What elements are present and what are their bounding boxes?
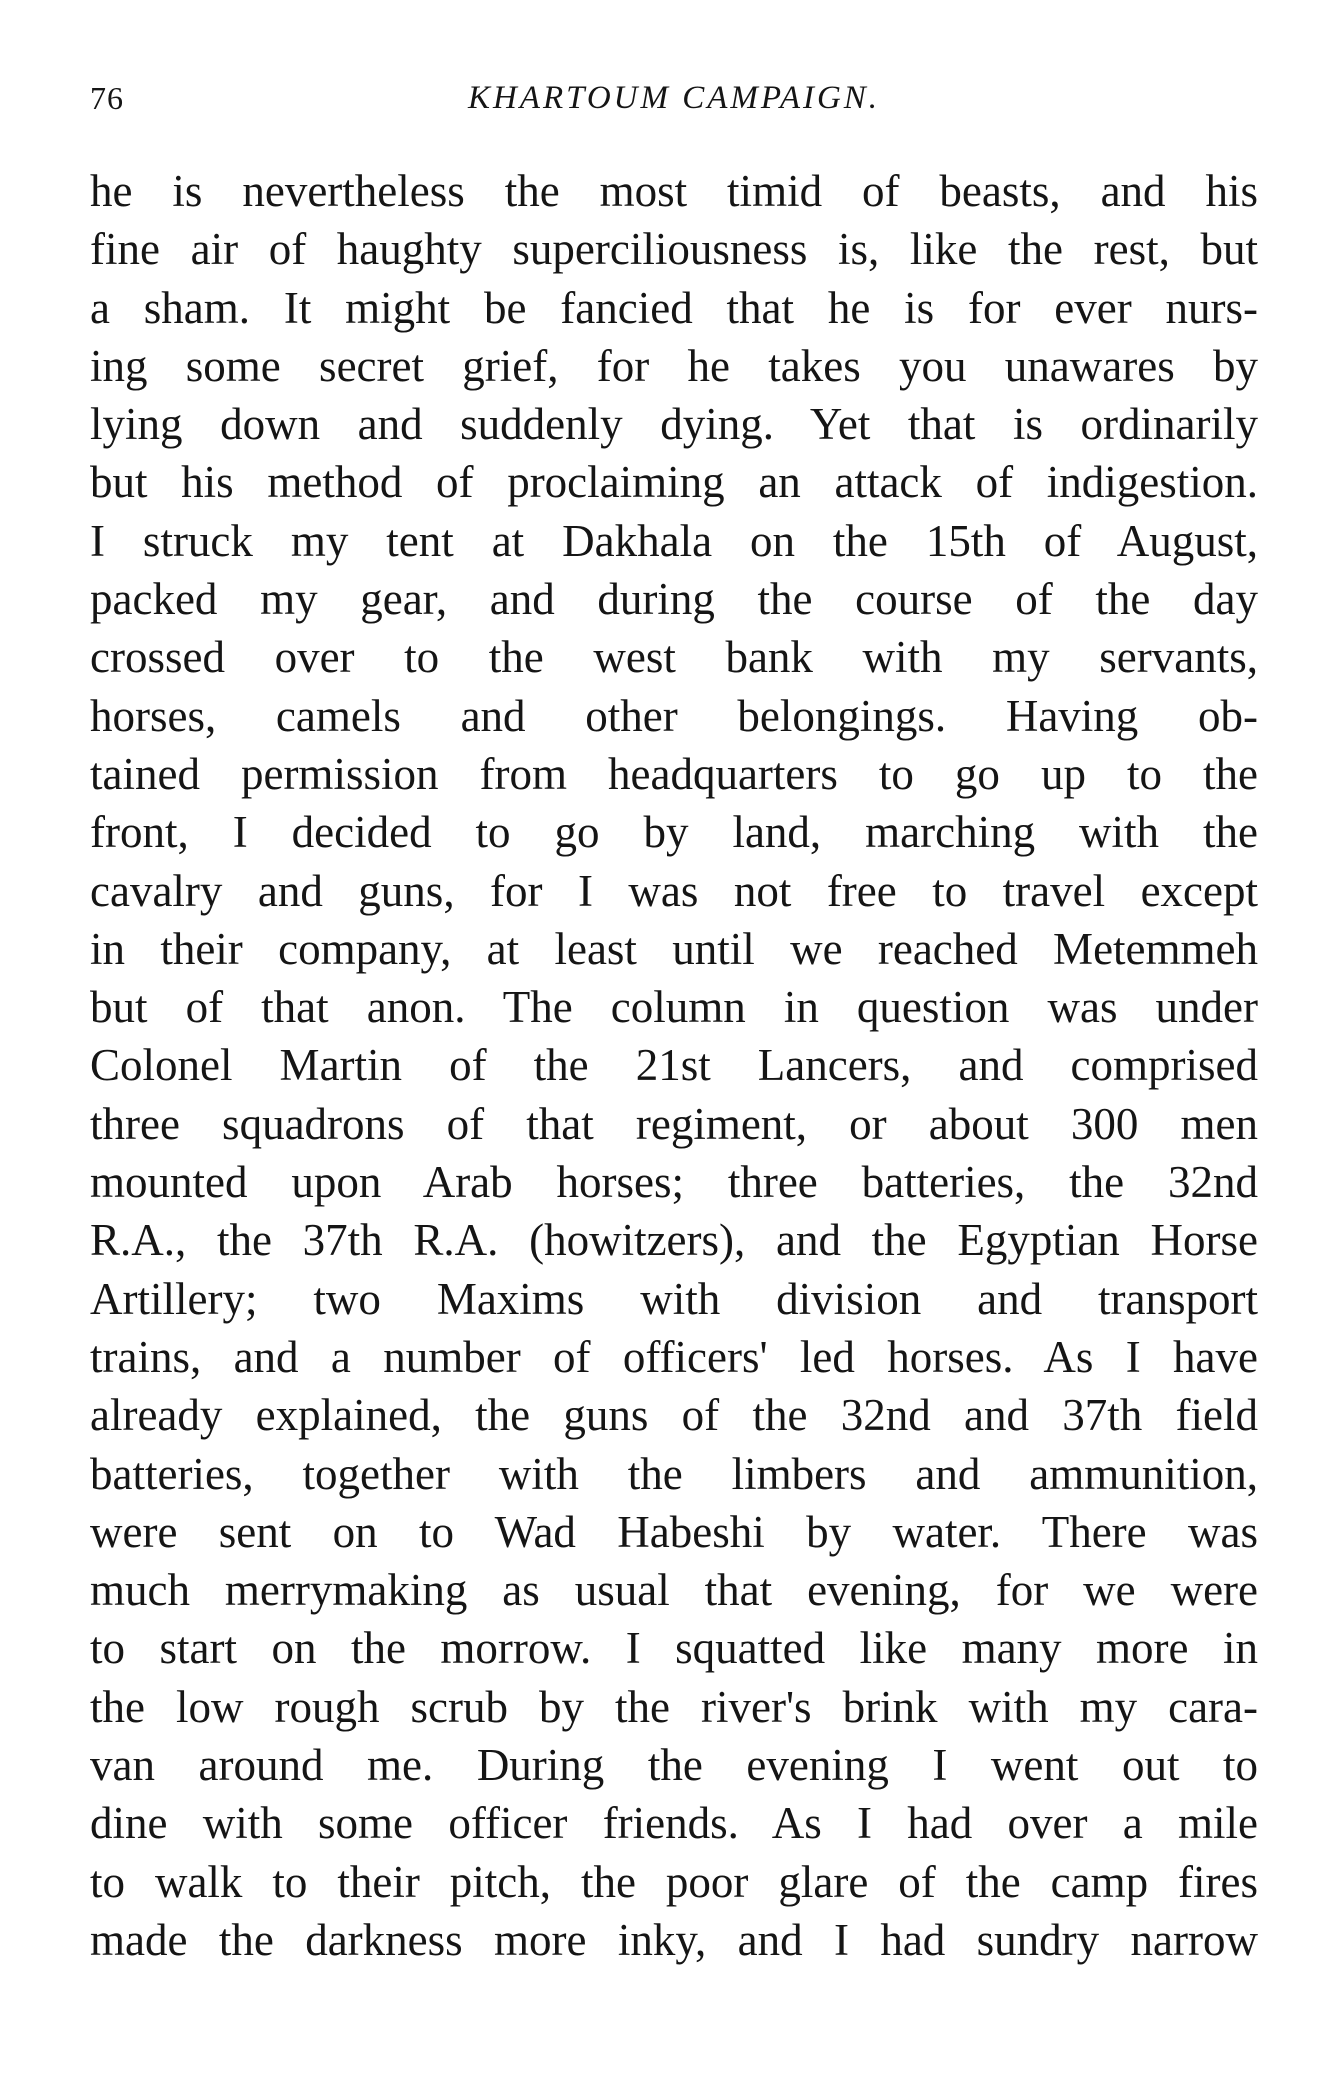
text-line: crossed over to the west bank with my servants,: [90, 632, 1258, 683]
text-line: packed my gear, and during the course of the day: [90, 574, 1258, 625]
text-line: but his method of proclaiming an attack of indigestion.: [90, 457, 1258, 508]
text-line: but of that anon. The column in question was under: [90, 982, 1258, 1033]
text-line: the low rough scrub by the river's brink with my cara-: [90, 1681, 1258, 1732]
text-line: a sham. It might be fancied that he is for ever nurs-: [90, 282, 1258, 333]
text-line: tained permission from headquarters to go up to the: [90, 748, 1258, 799]
text-line: were sent on to Wad Habeshi by water. There was: [90, 1506, 1258, 1557]
text-line: lying down and suddenly dying. Yet that is ordinarily: [90, 399, 1258, 450]
text-line: much merrymaking as usual that evening, for we were: [90, 1565, 1258, 1616]
text-line: van around me. During the evening I went out to: [90, 1740, 1258, 1791]
text-line: cavalry and guns, for I was not free to travel except: [90, 865, 1258, 916]
text-line: to start on the morrow. I squatted like many more in: [90, 1623, 1258, 1674]
body-text: [90, 162, 1258, 1969]
text-line: Artillery; two Maxims with division and transport: [90, 1273, 1258, 1324]
text-line: I struck my tent at Dakhala on the 15th of August,: [90, 515, 1258, 566]
text-line: batteries, together with the limbers and ammunition,: [90, 1448, 1258, 1499]
text-line: dine with some officer friends. As I had over a mile: [90, 1798, 1258, 1849]
text-line: mounted upon Arab horses; three batteries, the 32nd: [90, 1157, 1258, 1208]
text-line: horses, camels and other belongings. Having ob-: [90, 690, 1258, 741]
text-line: R.A., the 37th R.A. (howitzers), and the Egyptian Horse: [90, 1215, 1258, 1266]
running-title: KHARTOUM CAMPAIGN.: [467, 80, 881, 116]
text-line: he is nevertheless the most timid of beasts, and his: [90, 166, 1258, 216]
text-line: three squadrons of that regiment, or about 300 men: [90, 1098, 1258, 1149]
text-line: trains, and a number of officers' led horses. As I have: [90, 1331, 1258, 1382]
text-line: ing some secret grief, for he takes you unawares by: [90, 340, 1258, 391]
running-head: [90, 78, 1258, 118]
text-line: already explained, the guns of the 32nd and 37th field: [90, 1390, 1258, 1441]
page-number: 76: [90, 80, 124, 116]
text-line: in their company, at least until we reached Metemmeh: [90, 923, 1258, 974]
text-line: front, I decided to go by land, marching with the: [90, 807, 1258, 858]
text-line: Colonel Martin of the 21st Lancers, and comprised: [90, 1040, 1258, 1091]
text-line: fine air of haughty superciliousness is, like the rest, but: [90, 224, 1258, 275]
text-line: made the darkness more inky, and I had sundry narrow: [90, 1914, 1258, 1965]
text-line: to walk to their pitch, the poor glare of the camp fires: [90, 1856, 1258, 1907]
